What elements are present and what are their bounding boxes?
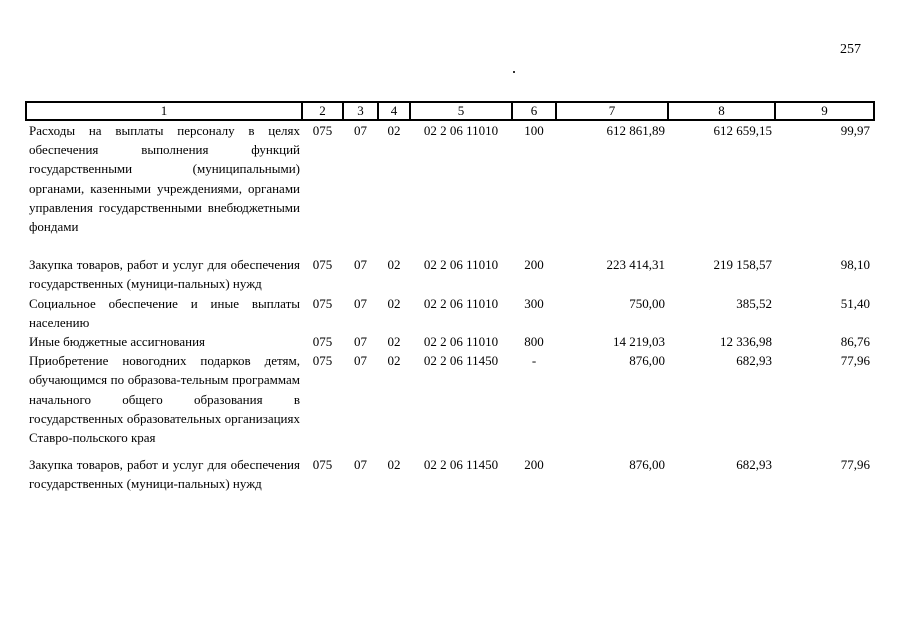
table-row — [26, 332, 874, 351]
table-row — [26, 294, 874, 332]
row-expense-type: 800 — [524, 334, 544, 350]
row-ministry-code: 075 — [312, 334, 333, 350]
row-executed-amount: 682,93 — [736, 457, 772, 473]
row-planned-amount: 14 219,03 — [613, 334, 665, 350]
header-col-9: 9 — [775, 102, 874, 120]
row-execution-percent: 51,40 — [840, 295, 870, 311]
row-ministry-code: 075 — [312, 353, 333, 369]
header-col-3: 3 — [343, 102, 378, 120]
table-row — [26, 455, 874, 493]
row-subsection-code: 02 — [387, 257, 401, 273]
row-spacer — [26, 236, 874, 255]
row-section-code: 07 — [354, 257, 367, 273]
row-planned-amount: 876,00 — [629, 353, 665, 369]
row-execution-percent: 86,76 — [840, 334, 870, 350]
row-section-code: 07 — [354, 334, 367, 350]
page-number: 257 — [840, 42, 861, 57]
row-spacer — [26, 447, 874, 455]
header-col-8: 8 — [668, 102, 775, 120]
row-planned-amount: 750,00 — [629, 295, 665, 311]
row-target-article: 02 2 06 11450 — [423, 353, 499, 369]
header-col-1: 1 — [26, 102, 302, 120]
table-header — [26, 102, 874, 120]
row-executed-amount: 12 336,98 — [720, 334, 772, 350]
row-subsection-code: 02 — [387, 334, 401, 350]
header-col-7: 7 — [556, 102, 668, 120]
row-section-code: 07 — [354, 295, 367, 311]
row-execution-percent: 77,96 — [840, 457, 870, 473]
row-subsection-code: 02 — [387, 295, 401, 311]
header-col-2: 2 — [302, 102, 343, 120]
header-col-4: 4 — [378, 102, 410, 120]
row-subsection-code: 02 — [387, 457, 401, 473]
row-section-code: 07 — [354, 457, 367, 473]
table-row — [26, 351, 874, 447]
row-execution-percent: 77,96 — [840, 353, 870, 369]
row-target-article: 02 2 06 11010 — [423, 257, 499, 273]
budget-table — [25, 101, 875, 494]
row-name: Закупка товаров, работ и услуг для обеспечения государственных (муници-пальных) нужд — [29, 257, 300, 292]
row-target-article: 02 2 06 11010 — [423, 334, 499, 350]
row-expense-type: 200 — [524, 457, 544, 473]
row-executed-amount: 219 158,57 — [713, 257, 772, 273]
row-name: Иные бюджетные ассигнования — [29, 334, 206, 350]
row-expense-type: 200 — [524, 257, 544, 273]
header-col-6: 6 — [512, 102, 556, 120]
table-row — [26, 255, 874, 293]
row-planned-amount: 223 414,31 — [606, 257, 665, 273]
scan-speck — [513, 71, 515, 73]
row-executed-amount: 612 659,15 — [713, 123, 772, 138]
row-target-article: 02 2 06 11450 — [423, 457, 499, 473]
table-row — [26, 120, 874, 236]
table-body — [26, 120, 874, 494]
row-ministry-code: 075 — [312, 123, 333, 138]
row-subsection-code: 02 — [387, 123, 401, 138]
row-planned-amount: 876,00 — [629, 457, 665, 473]
row-executed-amount: 682,93 — [736, 353, 772, 369]
row-name: Приобретение новогодних подарков детям, обучающимся по образова-тельным программам начального общего образования в государственных образовательных организациях Ставро-польского края — [29, 353, 300, 446]
row-executed-amount: 385,52 — [736, 295, 772, 311]
row-section-code: 07 — [354, 353, 367, 369]
row-ministry-code: 075 — [312, 457, 333, 473]
header-col-5: 5 — [410, 102, 512, 120]
row-execution-percent: 99,97 — [840, 123, 870, 138]
row-name: Закупка товаров, работ и услуг для обеспечения государственных (муници-пальных) нужд — [29, 457, 300, 492]
row-planned-amount: 612 861,89 — [606, 123, 665, 138]
row-name: Социальное обеспечение и иные выплаты населению — [29, 295, 300, 330]
row-ministry-code: 075 — [312, 257, 333, 273]
row-subsection-code: 02 — [387, 353, 401, 369]
row-expense-type: - — [531, 353, 537, 369]
row-execution-percent: 98,10 — [840, 257, 870, 273]
header-row — [26, 102, 874, 120]
row-ministry-code: 075 — [312, 295, 333, 311]
row-expense-type: 100 — [524, 123, 544, 138]
row-target-article: 02 2 06 11010 — [423, 123, 499, 138]
row-target-article: 02 2 06 11010 — [423, 295, 499, 311]
row-expense-type: 300 — [524, 295, 544, 311]
row-name: Расходы на выплаты персоналу в целях обеспечения выполнения функций государственными (муниципальными) органами, казенными учреждениями, органами управления государственными внебюджетными фондами — [29, 123, 300, 235]
row-section-code: 07 — [354, 123, 367, 138]
